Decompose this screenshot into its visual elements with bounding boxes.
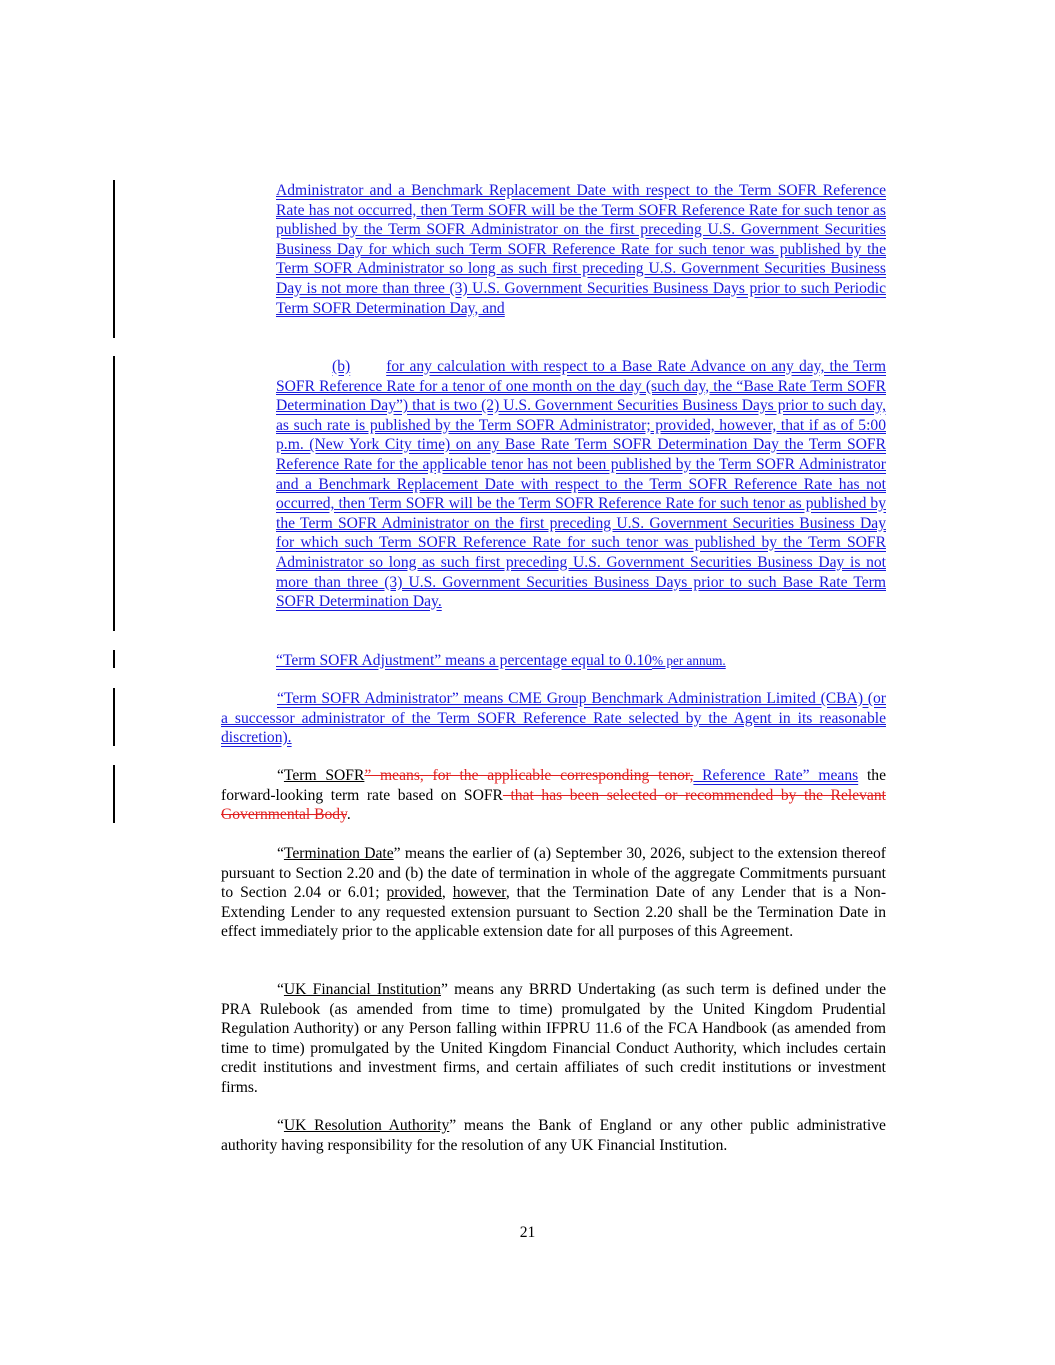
paragraph-term-sofr-administrator [221,689,886,748]
paragraph-uk-financial-institution [221,980,886,1098]
comma: , [441,884,453,902]
paragraph-term-sofr-continued [276,181,886,318]
inserted-text: for any calculation with respect to a Base Rate Advance on any day, the Term SOFR Reference Rate for a tenor of one month on the day (such day, the “Base Rate Term SOFR Determination Day”) that is two (2) U.S. Government Securities Business Days prior to such day, as such rate is published by the Term SOFR Administrator; provided, however, that if as of 5:00 p.m. (New York City time) on any Base Rate Term SOFR Determination Day the Term SOFR Reference Rate for the applicable tenor has not been published by the Term SOFR Administrator and a Benchmark Replacement Date with respect to the Term SOFR Reference Rate has not occurred, then Term SOFR will be the Term SOFR Reference Rate for such tenor as published by the Term SOFR Administrator on the first preceding U.S. Government Securities Business Day for which such Term SOFR Reference Rate for such tenor was published by the Term SOFR Administrator so long as such first preceding U.S. Government Securities Business Day is not more than three (3) U.S. Government Securities Business Days prior to such Base Rate Term SOFR Determination Day. [276,358,886,611]
clause-label: (b) [332,358,351,375]
paragraph-termination-date [221,844,886,942]
quote-mark: “ [277,767,284,784]
paragraph-uk-resolution-authority [221,1116,886,1155]
change-bar [113,765,115,823]
inserted-text: Reference Rate” means [693,767,859,784]
quote-mark: “ [277,1117,284,1134]
defined-term: UK Financial Institution [283,981,441,998]
paragraph-clause-b [276,357,886,612]
body-text: ” means any BRRD Undertaking (as such term is defined under the PRA Rulebook (as amended from time to time) promulgated by the United Kingdom Prudential Regulation Authority) or any Person falling within IFPRU 11.6 of the FCA Handbook (as amended from time to time) promulgated by the United Kingdom Financial Conduct Authority, which includes certain credit institutions and investment firms, and certain affiliates of such credit institutions or investment firms. [221,981,886,1096]
change-bar [113,180,115,338]
body-text: , that the Termination Date of any Lender that is a Non-Extending Lender to any requested extension pursuant to Section 2.20 shall be the Termination Date in effect immediately prior to the applicable extension date for all purposes of this Agreement. [221,884,887,941]
deleted-text: that has been selected or recommended by the Relevant Governmental Body [221,786,886,824]
change-bar [113,688,115,746]
inserted-text: “Term SOFR Adjustment” means a percentage equal to 0.10 [276,652,653,669]
quote-mark: “ [277,845,284,862]
page-number: 21 [519,1224,536,1241]
body-text: the forward-looking term rate based on SOFR [221,767,886,804]
inserted-text: Administrator and a Benchmark Replacement Date with respect to the Term SOFR Reference Rate has not occurred, then Term SOFR will be the Term SOFR Reference Rate for such tenor as published by the Term SOFR Administrator on the first preceding U.S. Government Securities Business Day for which such Term SOFR Reference Rate for such tenor was published by the Term SOFR Administrator so long as such first preceding U.S. Government Securities Business Day is not more than three (3) U.S. Government Securities Business Days prior to such Periodic Term SOFR Determination Day, and [276,182,886,317]
however-text: however [452,884,506,902]
defined-term: Term SOFR [283,767,365,784]
period: . [346,806,351,824]
body-text: ” means the Bank of England or any other public administrative authority having responsibility for the resolution of any UK Financial Institution. [221,1117,886,1154]
defined-term: Termination Date [283,845,394,862]
quote-mark: “ [277,981,284,998]
change-bar [113,650,115,668]
paragraph-term-sofr-definition [221,766,886,825]
paragraph-term-sofr-adjustment [276,651,886,671]
provided-text: provided [386,884,442,902]
defined-term: UK Resolution Authority [283,1117,450,1134]
inserted-text-small: % per annum. [652,653,726,668]
change-bar [113,356,115,631]
body-text: ” means the earlier of (a) September 30, 2026, subject to the extension thereof pursuant to Section 2.20 and (b) the date of termination in whole of the aggregate Commitments pursuant to Section 2.04 or 6.01; [221,845,886,902]
inserted-text: “Term SOFR Administrator” means CME Group Benchmark Administration Limited (CBA) (or a successor administrator of the Term SOFR Reference Rate selected by the Agent in its reasonable discretion). [221,690,886,747]
deleted-text: ” means, for the applicable corresponding tenor, [364,767,694,784]
